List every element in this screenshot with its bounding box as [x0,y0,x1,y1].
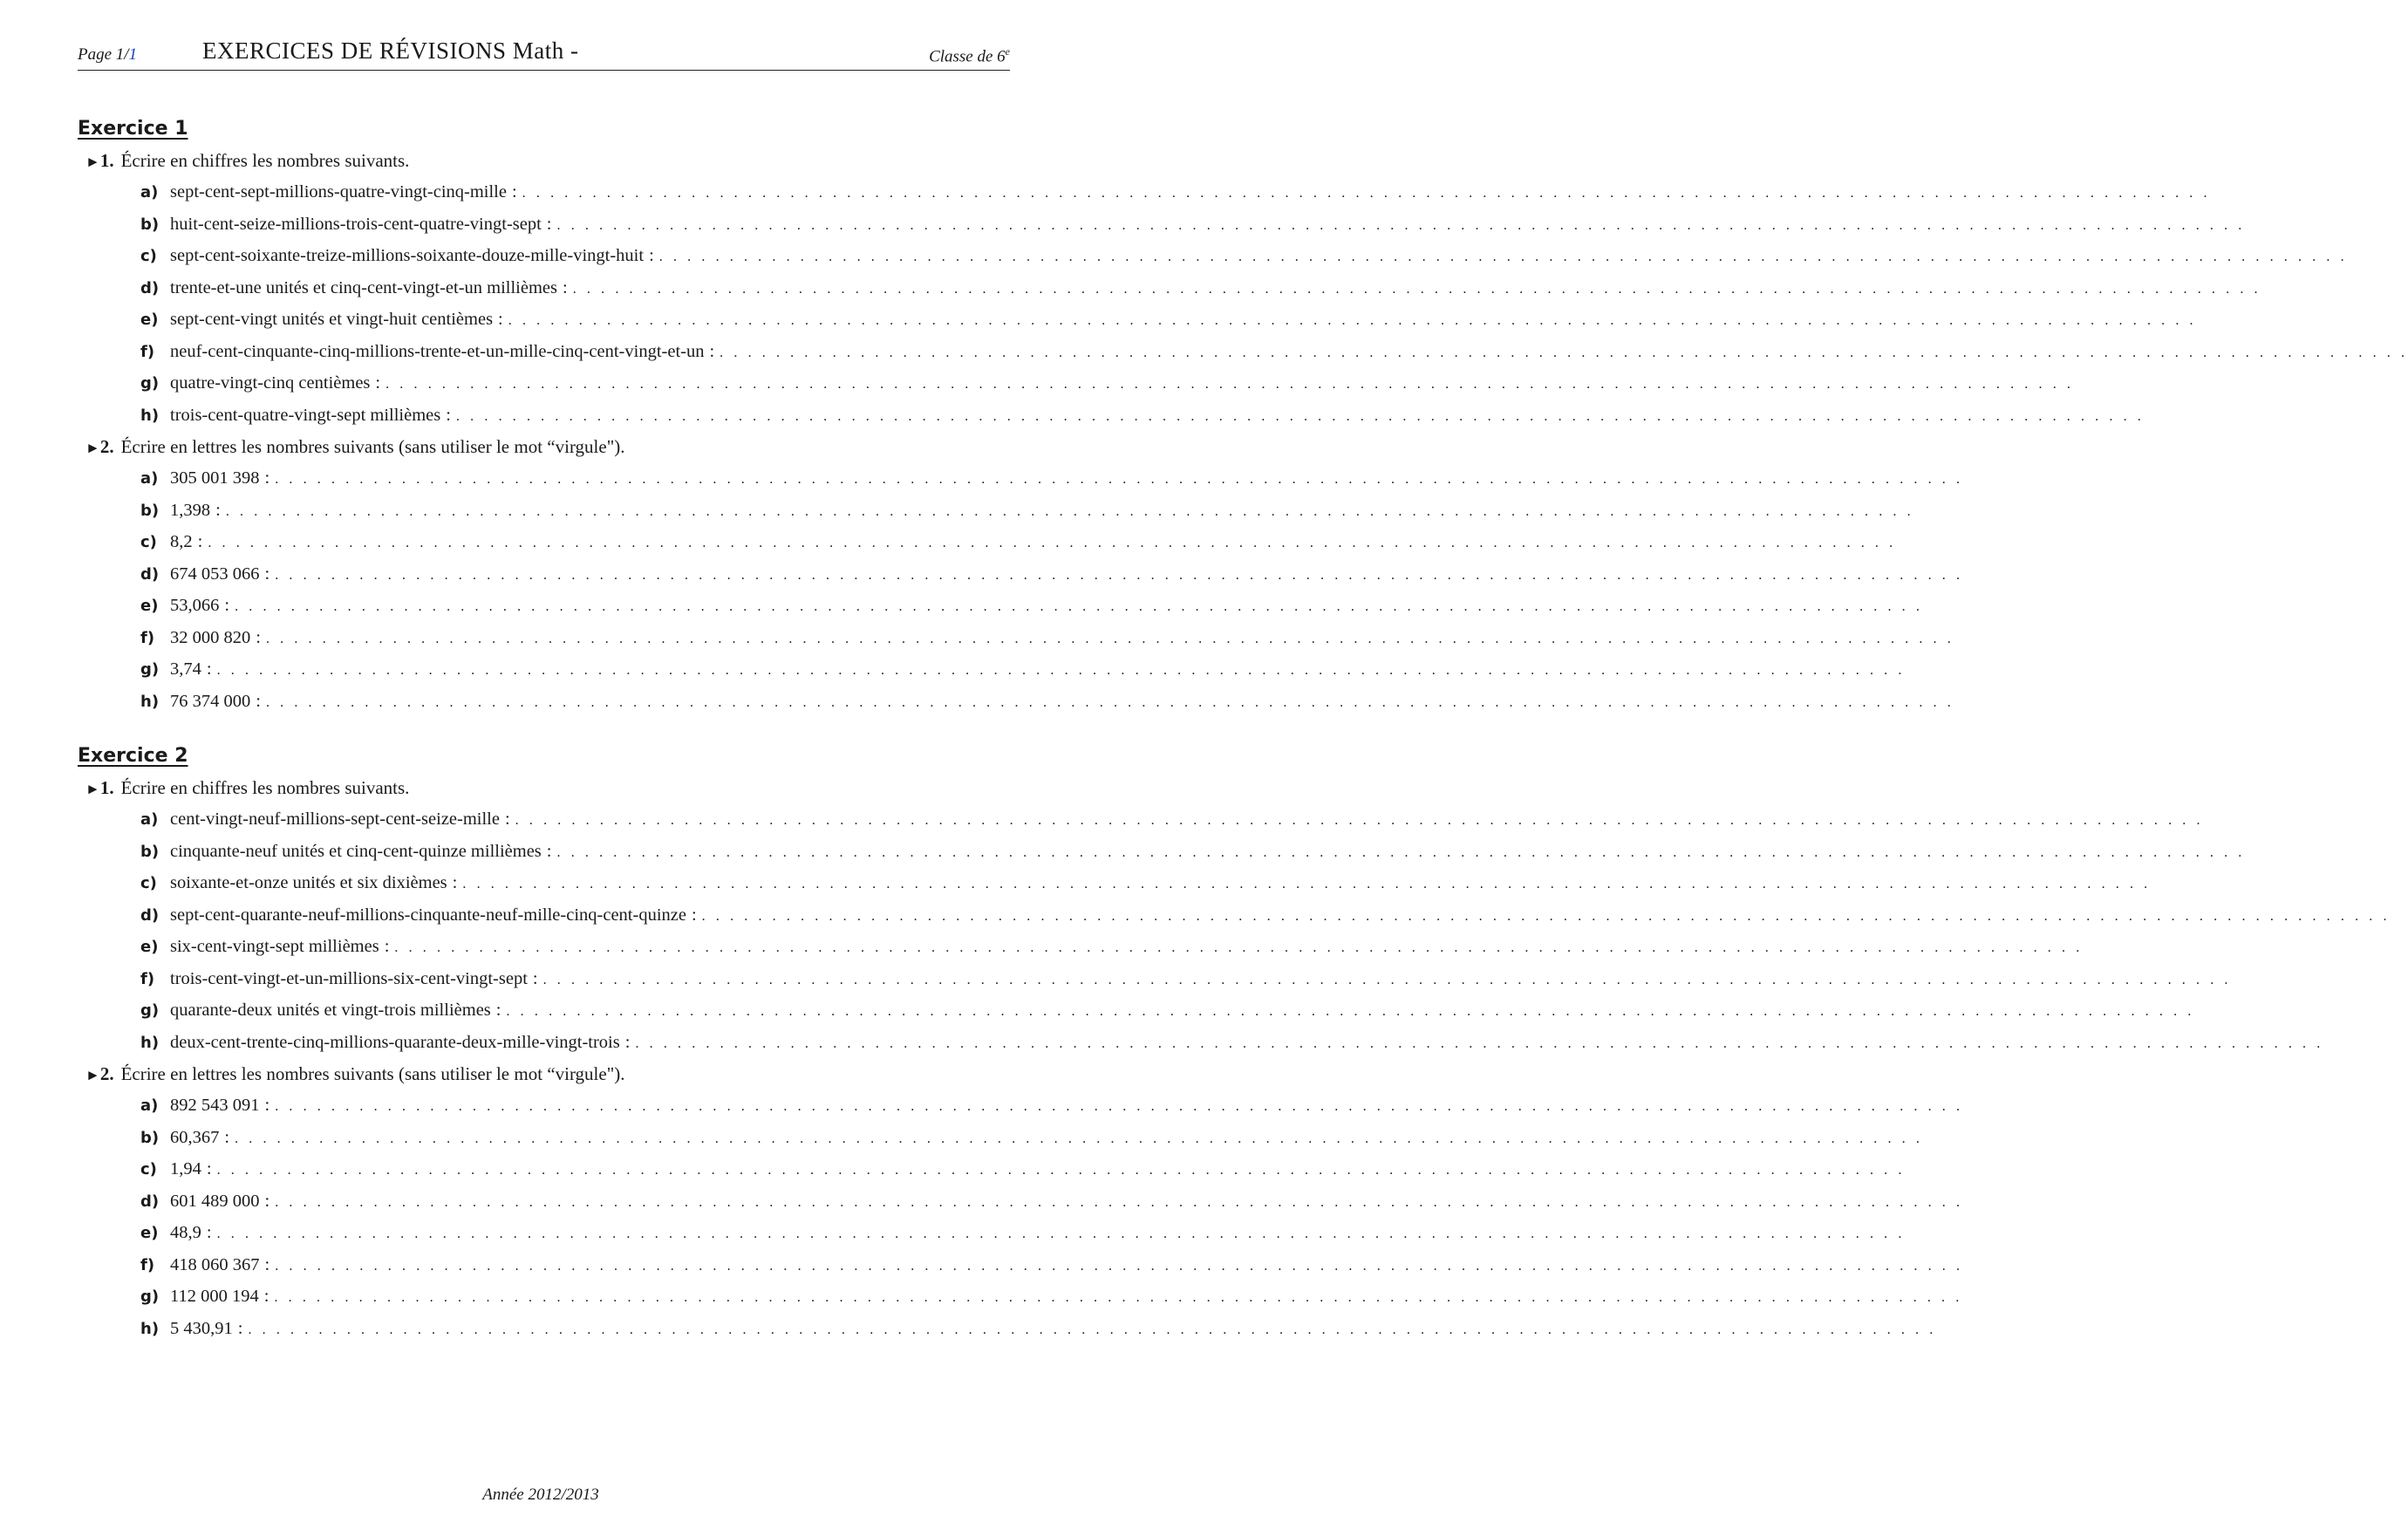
answer-blank[interactable]: . . . . . . . . . . . . . . . . . . . . . . . . . . . . . . . . . . . . . . . . . . . . . . . . . . . . . . . . . . . . . . . . . . . . . . . . . . . . . . . . . . . . . . . . . . . . . . . . . . . . . . . . . . . . . . . . . . . . . . . . [275,1099,1964,1114]
item-text: quatre-vingt-cinq centièmes [170,373,371,393]
item-label: b) [140,215,160,234]
answer-blank[interactable]: . . . . . . . . . . . . . . . . . . . . . . . . . . . . . . . . . . . . . . . . . . . . . . . . . . . . . . . . . . . . . . . . . . . . . . . . . . . . . . . . . . . . . . . . . . . . . . . . . . . . . . . . . . . . . . . . . . . . . . . . [556,217,2246,233]
answer-blank[interactable]: . . . . . . . . . . . . . . . . . . . . . . . . . . . . . . . . . . . . . . . . . . . . . . . . . . . . . . . . . . . . . . . . . . . . . . . . . . . . . . . . . . . . . . . . . . . . . . . . . . . . . . . . . . . . . . . . . . . . . . . . [275,567,1964,583]
list-item [78,622,1954,654]
answer-blank[interactable]: . . . . . . . . . . . . . . . . . . . . . . . . . . . . . . . . . . . . . . . . . . . . . . . . . . . . . . . . . . . . . . . . . . . . . . . . . . . . . . . . . . . . . . . . . . . . . . . . . . . . . . . . . . . . . . . . . . . . . . . . [216,663,1906,678]
page-total-link[interactable]: 1 [128,45,138,64]
list-item [78,590,1923,622]
item-text: deux-cent-trente-cinq-millions-quarante-deux-mille-vingt-trois [170,1032,620,1052]
item-colon: : [709,341,715,361]
item-text: 48,9 [170,1223,201,1242]
item-text: 3,74 [170,659,201,679]
item-label: a) [140,469,159,488]
list-item [78,495,1914,527]
item-colon: : [495,1001,501,1020]
item-text: sept-cent-quarante-neuf-millions-cinquante-neuf-mille-cinq-cent-quinze [170,905,686,925]
item-colon: : [206,1159,212,1178]
item-colon: : [504,809,510,829]
item-text: trois-cent-quatre-vingt-sept millièmes [170,405,441,425]
list-item [78,1027,2324,1059]
item-label: a) [140,810,159,829]
item-colon: : [624,1032,631,1052]
triangle-bullet-icon: ► [85,781,100,797]
answer-blank[interactable]: . . . . . . . . . . . . . . . . . . . . . . . . . . . . . . . . . . . . . . . . . . . . . . . . . . . . . . . . . . . . . . . . . . . . . . . . . . . . . . . . . . . . . . . . . . . . . . . . . . . . . . . . . . . . . . . . . . . . . . . . [455,408,2145,424]
question-instruction: Écrire en chiffres les nombres suivants. [120,777,410,798]
item-colon: : [264,1191,270,1211]
answer-blank[interactable]: . . . . . . . . . . . . . . . . . . . . . . . . . . . . . . . . . . . . . . . . . . . . . . . . . . . . . . . . . . . . . . . . . . . . . . . . . . . . . . . . . . . . . . . . . . . . . . . . . . . . . . . . . . . . . . . . . . . . . . . . [208,536,1897,550]
item-label: c) [140,1160,157,1178]
item-label: b) [140,501,160,520]
list-item [78,686,1954,718]
item-label: g) [140,660,160,679]
exercise-content [78,113,2408,1344]
item-label: f) [140,969,155,988]
page-number [78,45,137,65]
item-label: f) [140,628,155,647]
class-level [929,45,1010,66]
list-item [78,1185,1964,1218]
answer-blank[interactable]: . . . . . . . . . . . . . . . . . . . . . . . . . . . . . . . . . . . . . . . . . . . . . . . . . . . . . . . . . . . . . . . . . . . . . . . . . . . . . . . . . . . . . . . . . . . . . . . . . . . . . . . . . . . . . . . . . . . . . . . . [556,844,2246,860]
item-colon: : [215,500,221,520]
class-label: Classe de 6 [929,47,1006,66]
item-colon: : [256,627,261,647]
answer-blank[interactable]: . . . . . . . . . . . . . . . . . . . . . . . . . . . . . . . . . . . . . . . . . . . . . . . . . . . . . . . . . . . . . . . . . . . . . . . . . . . . . . . . . . . . . . . . . . . . . . . . . . . . . . . . . . . . . . . . . . . . . . . . [522,186,2211,201]
list-item [78,931,2084,963]
question-instruction: Écrire en chiffres les nombres suivants. [120,150,410,171]
answer-blank[interactable]: . . . . . . . . . . . . . . . . . . . . . . . . . . . . . . . . . . . . . . . . . . . . . . . . . . . . . . . . . . . . . . . . . . . . . . . . . . . . . . . . . . . . . . . . . . . . . . . . . . . . . . . . . . . . . . . . . . . . . . . . [248,1322,1937,1337]
item-text: six-cent-vingt-sept millièmes [170,937,379,956]
item-text: neuf-cent-cinquante-cinq-millions-trente-et-un-mille-cinq-cent-vingt-et-un [170,341,705,361]
list-item [78,558,1964,591]
item-colon: : [546,214,552,234]
item-label: b) [140,1128,160,1147]
item-colon: : [264,468,270,488]
item-text: sept-cent-vingt unités et vingt-huit centièmes [170,310,494,329]
item-colon: : [206,1223,212,1242]
list-item [78,1313,1937,1345]
answer-blank[interactable]: . . . . . . . . . . . . . . . . . . . . . . . . . . . . . . . . . . . . . . . . . . . . . . . . . . . . . . . . . . . . . . . . . . . . . . . . . . . . . . . . . . . . . . . . . . . . . . . . . . . . . . . . . . . . . . . . . . . . . . . . [275,1194,1964,1210]
item-text: 32 000 820 [170,627,251,647]
answer-blank[interactable]: . . . . . . . . . . . . . . . . . . . . . . . . . . . . . . . . . . . . . . . . . . . . . . . . . . . . . . . . . . . . . . . . . . . . . . . . . . . . . . . . . . . . . . . . . . . . . . . . . . . . . . . . . . . . . . . . . . . . . . . . [274,1290,1963,1305]
item-colon: : [224,596,230,615]
list-item [78,963,2232,995]
answer-blank[interactable]: . . . . . . . . . . . . . . . . . . . . . . . . . . . . . . . . . . . . . . . . . . . . . . . . . . . . . . . . . . . . . . . . . . . . . . . . . . . . . . . . . . . . . . . . . . . . . . . . . . . . . . . . . . . . . . . . . . . . . . . . [635,1035,2324,1051]
item-label: a) [140,183,159,201]
list-item [78,899,2391,932]
triangle-bullet-icon: ► [85,440,100,456]
item-label: f) [140,1255,155,1274]
item-text: 53,066 [170,596,220,615]
item-text: 601 489 000 [170,1191,260,1211]
list-item [78,462,1964,495]
answer-blank[interactable]: . . . . . . . . . . . . . . . . . . . . . . . . . . . . . . . . . . . . . . . . . . . . . . . . . . . . . . . . . . . . . . . . . . . . . . . . . . . . . . . . . . . . . . . . . . . . . . . . . . . . . . . . . . . . . . . . . . . . . . . . [265,694,1954,710]
list-item [78,1153,1906,1185]
question-number: 1. [99,150,114,171]
item-text: soixante-et-onze unités et six dixièmes [170,873,447,892]
item-text: huit-cent-seize-millions-trois-cent-quatre-vingt-sept [170,214,542,234]
item-colon: : [498,310,503,329]
item-label: e) [140,1224,159,1242]
item-text: 1,398 [170,500,211,520]
item-text: sept-cent-soixante-treize-millions-soixante-douze-mille-vingt-huit [170,246,645,265]
item-colon: : [452,873,458,892]
item-colon: : [237,1318,243,1338]
item-text: 1,94 [170,1159,201,1178]
item-label: e) [140,311,159,329]
list-item [78,208,2246,241]
list-item [78,304,2197,336]
item-label: c) [140,874,157,892]
item-label: e) [140,597,159,615]
class-superscript: e [1005,45,1010,58]
list-item [78,1122,1923,1154]
page-footer: Année 2012/2013 [482,1486,599,1504]
answer-blank[interactable]: . . . . . . . . . . . . . . . . . . . . . . . . . . . . . . . . . . . . . . . . . . . . . . . . . . . . . . . . . . . . . . . . . . . . . . . . . . . . . . . . . . . . . . . . . . . . . . . . . . . . . . . . . . . . . . . . . . . . . . . . [265,631,1954,646]
item-label: h) [140,692,160,711]
item-colon: : [264,1254,270,1274]
item-colon: : [691,905,697,925]
list-item [78,272,2261,304]
item-colon: : [563,277,568,297]
triangle-bullet-icon: ► [85,1067,100,1083]
item-colon: : [264,1096,270,1115]
question-number: 2. [99,436,114,457]
item-text: cinquante-neuf unités et cinq-cent-quinze millièmes [170,841,542,861]
question-number: 1. [99,777,114,798]
item-text: 418 060 367 [170,1254,260,1274]
list-item [78,803,2204,836]
document-title: EXERCICES DE RÉVISIONS Math - [202,38,579,64]
answer-blank[interactable]: . . . . . . . . . . . . . . . . . . . . . . . . . . . . . . . . . . . . . . . . . . . . . . . . . . . . . . . . . . . . . . . . . . . . . . . . . . . . . . . . . . . . . . . . . . . . . . . . . . . . . . . . . . . . . . . . . . . . . . . . [275,1258,1964,1274]
item-label: g) [140,1288,160,1306]
answer-blank[interactable]: . . . . . . . . . . . . . . . . . . . . . . . . . . . . . . . . . . . . . . . . . . . . . . . . . . . . . . . . . . . . . . . . . . . . . . . . . . . . . . . . . . . . . . . . . . . . . . . . . . . . . . . . . . . . . . . . . . . . . . . . [216,1163,1906,1178]
answer-blank[interactable]: . . . . . . . . . . . . . . . . . . . . . . . . . . . . . . . . . . . . . . . . . . . . . . . . . . . . . . . . . . . . . . . . . . . . . . . . . . . . . . . . . . . . . . . . . . . . . . . . . . . . . . . . . . . . . . . . . . . . . . . . [506,1004,2195,1019]
list-item [78,176,2211,208]
item-colon: : [375,373,381,393]
item-colon: : [263,1287,269,1306]
item-text: 76 374 000 [170,691,251,711]
item-text: 60,367 [170,1127,220,1147]
list-item [78,1217,1906,1249]
list-item [78,836,2246,868]
item-label: a) [140,1096,159,1115]
item-text: sept-cent-sept-millions-quatre-vingt-cinq-mille [170,182,507,201]
question-heading [78,1058,1010,1089]
item-colon: : [264,564,270,584]
item-label: b) [140,842,160,861]
list-item [78,1089,1964,1122]
answer-blank[interactable]: . . . . . . . . . . . . . . . . . . . . . . . . . . . . . . . . . . . . . . . . . . . . . . . . . . . . . . . . . . . . . . . . . . . . . . . . . . . . . . . . . . . . . . . . . . . . . . . . . . . . . . . . . . . . . . . . . . . . . . . . [235,599,1923,614]
exercise-title: Exercice 2 [78,745,188,767]
item-label: h) [140,1033,160,1052]
item-text: 892 543 091 [170,1096,260,1115]
item-label: g) [140,1001,160,1020]
item-colon: : [511,182,517,201]
item-label: f) [140,342,155,361]
exercise-2 [78,741,2391,1344]
list-item [78,653,1906,686]
answer-blank[interactable]: . . . . . . . . . . . . . . . . . . . . . . . . . . . . . . . . . . . . . . . . . . . . . . . . . . . . . . . . . . . . . . . . . . . . . . . . . . . . . . . . . . . . . . . . . . . . . . . . . . . . . . . . . . . . . . . . . . . . . . . . [515,813,2204,828]
item-text: 674 053 066 [170,564,260,584]
item-label: h) [140,406,160,425]
item-label: h) [140,1319,160,1338]
list-item [78,400,2145,432]
list-item [78,994,2195,1027]
item-text: 305 001 398 [170,468,260,488]
answer-blank[interactable]: . . . . . . . . . . . . . . . . . . . . . . . . . . . . . . . . . . . . . . . . . . . . . . . . . . . . . . . . . . . . . . . . . . . . . . . . . . . . . . . . . . . . . . . . . . . . . . . . . . . . . . . . . . . . . . . . . . . . . . . . [508,313,2197,328]
item-label: d) [140,564,160,584]
answer-blank[interactable]: . . . . . . . . . . . . . . . . . . . . . . . . . . . . . . . . . . . . . . . . . . . . . . . . . . . . . . . . . . . . . . . . . . . . . . . . . . . . . . . . . . . . . . . . . . . . . . . . . . . . . . . . . . . . . . . . . . . . . . . . [216,1226,1906,1241]
item-text: 5 430,91 [170,1318,233,1338]
item-text: 8,2 [170,532,193,551]
item-colon: : [546,841,552,861]
answer-blank[interactable]: . . . . . . . . . . . . . . . . . . . . . . . . . . . . . . . . . . . . . . . . . . . . . . . . . . . . . . . . . . . . . . . . . . . . . . . . . . . . . . . . . . . . . . . . . . . . . . . . . . . . . . . . . . . . . . . . . . . . . . . . [462,877,2152,891]
list-item [78,526,1897,558]
question-number: 2. [99,1063,114,1084]
answer-blank[interactable]: . . . . . . . . . . . . . . . . . . . . . . . . . . . . . . . . . . . . . . . . . . . . . . . . . . . . . . . . . . . . . . . . . . . . . . . . . . . . . . . . . . . . . . . . . . . . . . . . . . . . . . . . . . . . . . . . . . . . . . . . [542,972,2232,987]
answer-blank[interactable]: . . . . . . . . . . . . . . . . . . . . . . . . . . . . . . . . . . . . . . . . . . . . . . . . . . . . . . . . . . . . . . . . . . . . . . . . . . . . . . . . . . . . . . . . . . . . . . . . . . . . . . . . . . . . . . . . . . . . . . . . [235,1130,1923,1146]
item-colon: : [256,691,261,711]
item-colon: : [649,246,654,265]
question-heading [78,772,1010,803]
page-header [78,35,1010,71]
item-text: trente-et-une unités et cinq-cent-vingt-et-un millièmes [170,277,558,297]
answer-blank[interactable]: . . . . . . . . . . . . . . . . . . . . . . . . . . . . . . . . . . . . . . . . . . . . . . . . . . . . . . . . . . . . . . . . . . . . . . . . . . . . . . . . . . . . . . . . . . . . . . . . . . . . . . . . . . . . . . . . . . . . . . . . [720,345,2408,360]
list-item [78,367,2075,400]
answer-blank[interactable]: . . . . . . . . . . . . . . . . . . . . . . . . . . . . . . . . . . . . . . . . . . . . . . . . . . . . . . . . . . . . . . . . . . . . . . . . . . . . . . . . . . . . . . . . . . . . . . . . . . . . . . . . . . . . . . . . . . . . . . . . [394,940,2084,955]
item-colon: : [384,937,390,956]
question-heading [78,431,1010,462]
list-item [78,336,2408,368]
answer-blank[interactable]: . . . . . . . . . . . . . . . . . . . . . . . . . . . . . . . . . . . . . . . . . . . . . . . . . . . . . . . . . . . . . . . . . . . . . . . . . . . . . . . . . . . . . . . . . . . . . . . . . . . . . . . . . . . . . . . . . . . . . . . . [572,281,2261,297]
answer-blank[interactable]: . . . . . . . . . . . . . . . . . . . . . . . . . . . . . . . . . . . . . . . . . . . . . . . . . . . . . . . . . . . . . . . . . . . . . . . . . . . . . . . . . . . . . . . . . . . . . . . . . . . . . . . . . . . . . . . . . . . . . . . . [225,503,1914,519]
item-label: c) [140,247,157,265]
item-label: d) [140,278,160,297]
list-item [78,1249,1964,1281]
question-instruction: Écrire en lettres les nombres suivants (sans utiliser le mot “virgule"). [120,436,625,457]
item-text: 112 000 194 [170,1287,259,1306]
item-colon: : [206,659,212,679]
question-instruction: Écrire en lettres les nombres suivants (sans utiliser le mot “virgule"). [120,1063,625,1084]
item-label: d) [140,1192,160,1211]
list-item [78,867,2152,899]
list-item [78,1281,1963,1313]
triangle-bullet-icon: ► [85,154,100,170]
item-text: trois-cent-vingt-et-un-millions-six-cent-vingt-sept [170,968,528,988]
item-colon: : [532,968,538,988]
item-label: d) [140,905,160,925]
exercise-1 [78,113,2408,717]
exercise-title: Exercice 1 [78,118,188,140]
item-label: g) [140,374,160,393]
answer-blank[interactable]: . . . . . . . . . . . . . . . . . . . . . . . . . . . . . . . . . . . . . . . . . . . . . . . . . . . . . . . . . . . . . . . . . . . . . . . . . . . . . . . . . . . . . . . . . . . . . . . . . . . . . . . . . . . . . . . . . . . . . . . . [385,377,2075,392]
answer-blank[interactable]: . . . . . . . . . . . . . . . . . . . . . . . . . . . . . . . . . . . . . . . . . . . . . . . . . . . . . . . . . . . . . . . . . . . . . . . . . . . . . . . . . . . . . . . . . . . . . . . . . . . . . . . . . . . . . . . . . . . . . . . . [701,908,2391,924]
answer-blank[interactable]: . . . . . . . . . . . . . . . . . . . . . . . . . . . . . . . . . . . . . . . . . . . . . . . . . . . . . . . . . . . . . . . . . . . . . . . . . . . . . . . . . . . . . . . . . . . . . . . . . . . . . . . . . . . . . . . . . . . . . . . . [275,472,1964,487]
list-item [78,240,2348,272]
question-heading [78,145,1010,176]
item-colon: : [224,1127,230,1147]
item-text: cent-vingt-neuf-millions-sept-cent-seize-mille [170,809,500,829]
page-label: Page 1/ [78,45,129,64]
item-colon: : [446,405,451,425]
item-colon: : [197,532,203,551]
item-label: e) [140,938,159,956]
answer-blank[interactable]: . . . . . . . . . . . . . . . . . . . . . . . . . . . . . . . . . . . . . . . . . . . . . . . . . . . . . . . . . . . . . . . . . . . . . . . . . . . . . . . . . . . . . . . . . . . . . . . . . . . . . . . . . . . . . . . . . . . . . . . . [658,249,2348,264]
item-text: quarante-deux unités et vingt-trois millièmes [170,1001,491,1020]
item-label: c) [140,533,157,551]
